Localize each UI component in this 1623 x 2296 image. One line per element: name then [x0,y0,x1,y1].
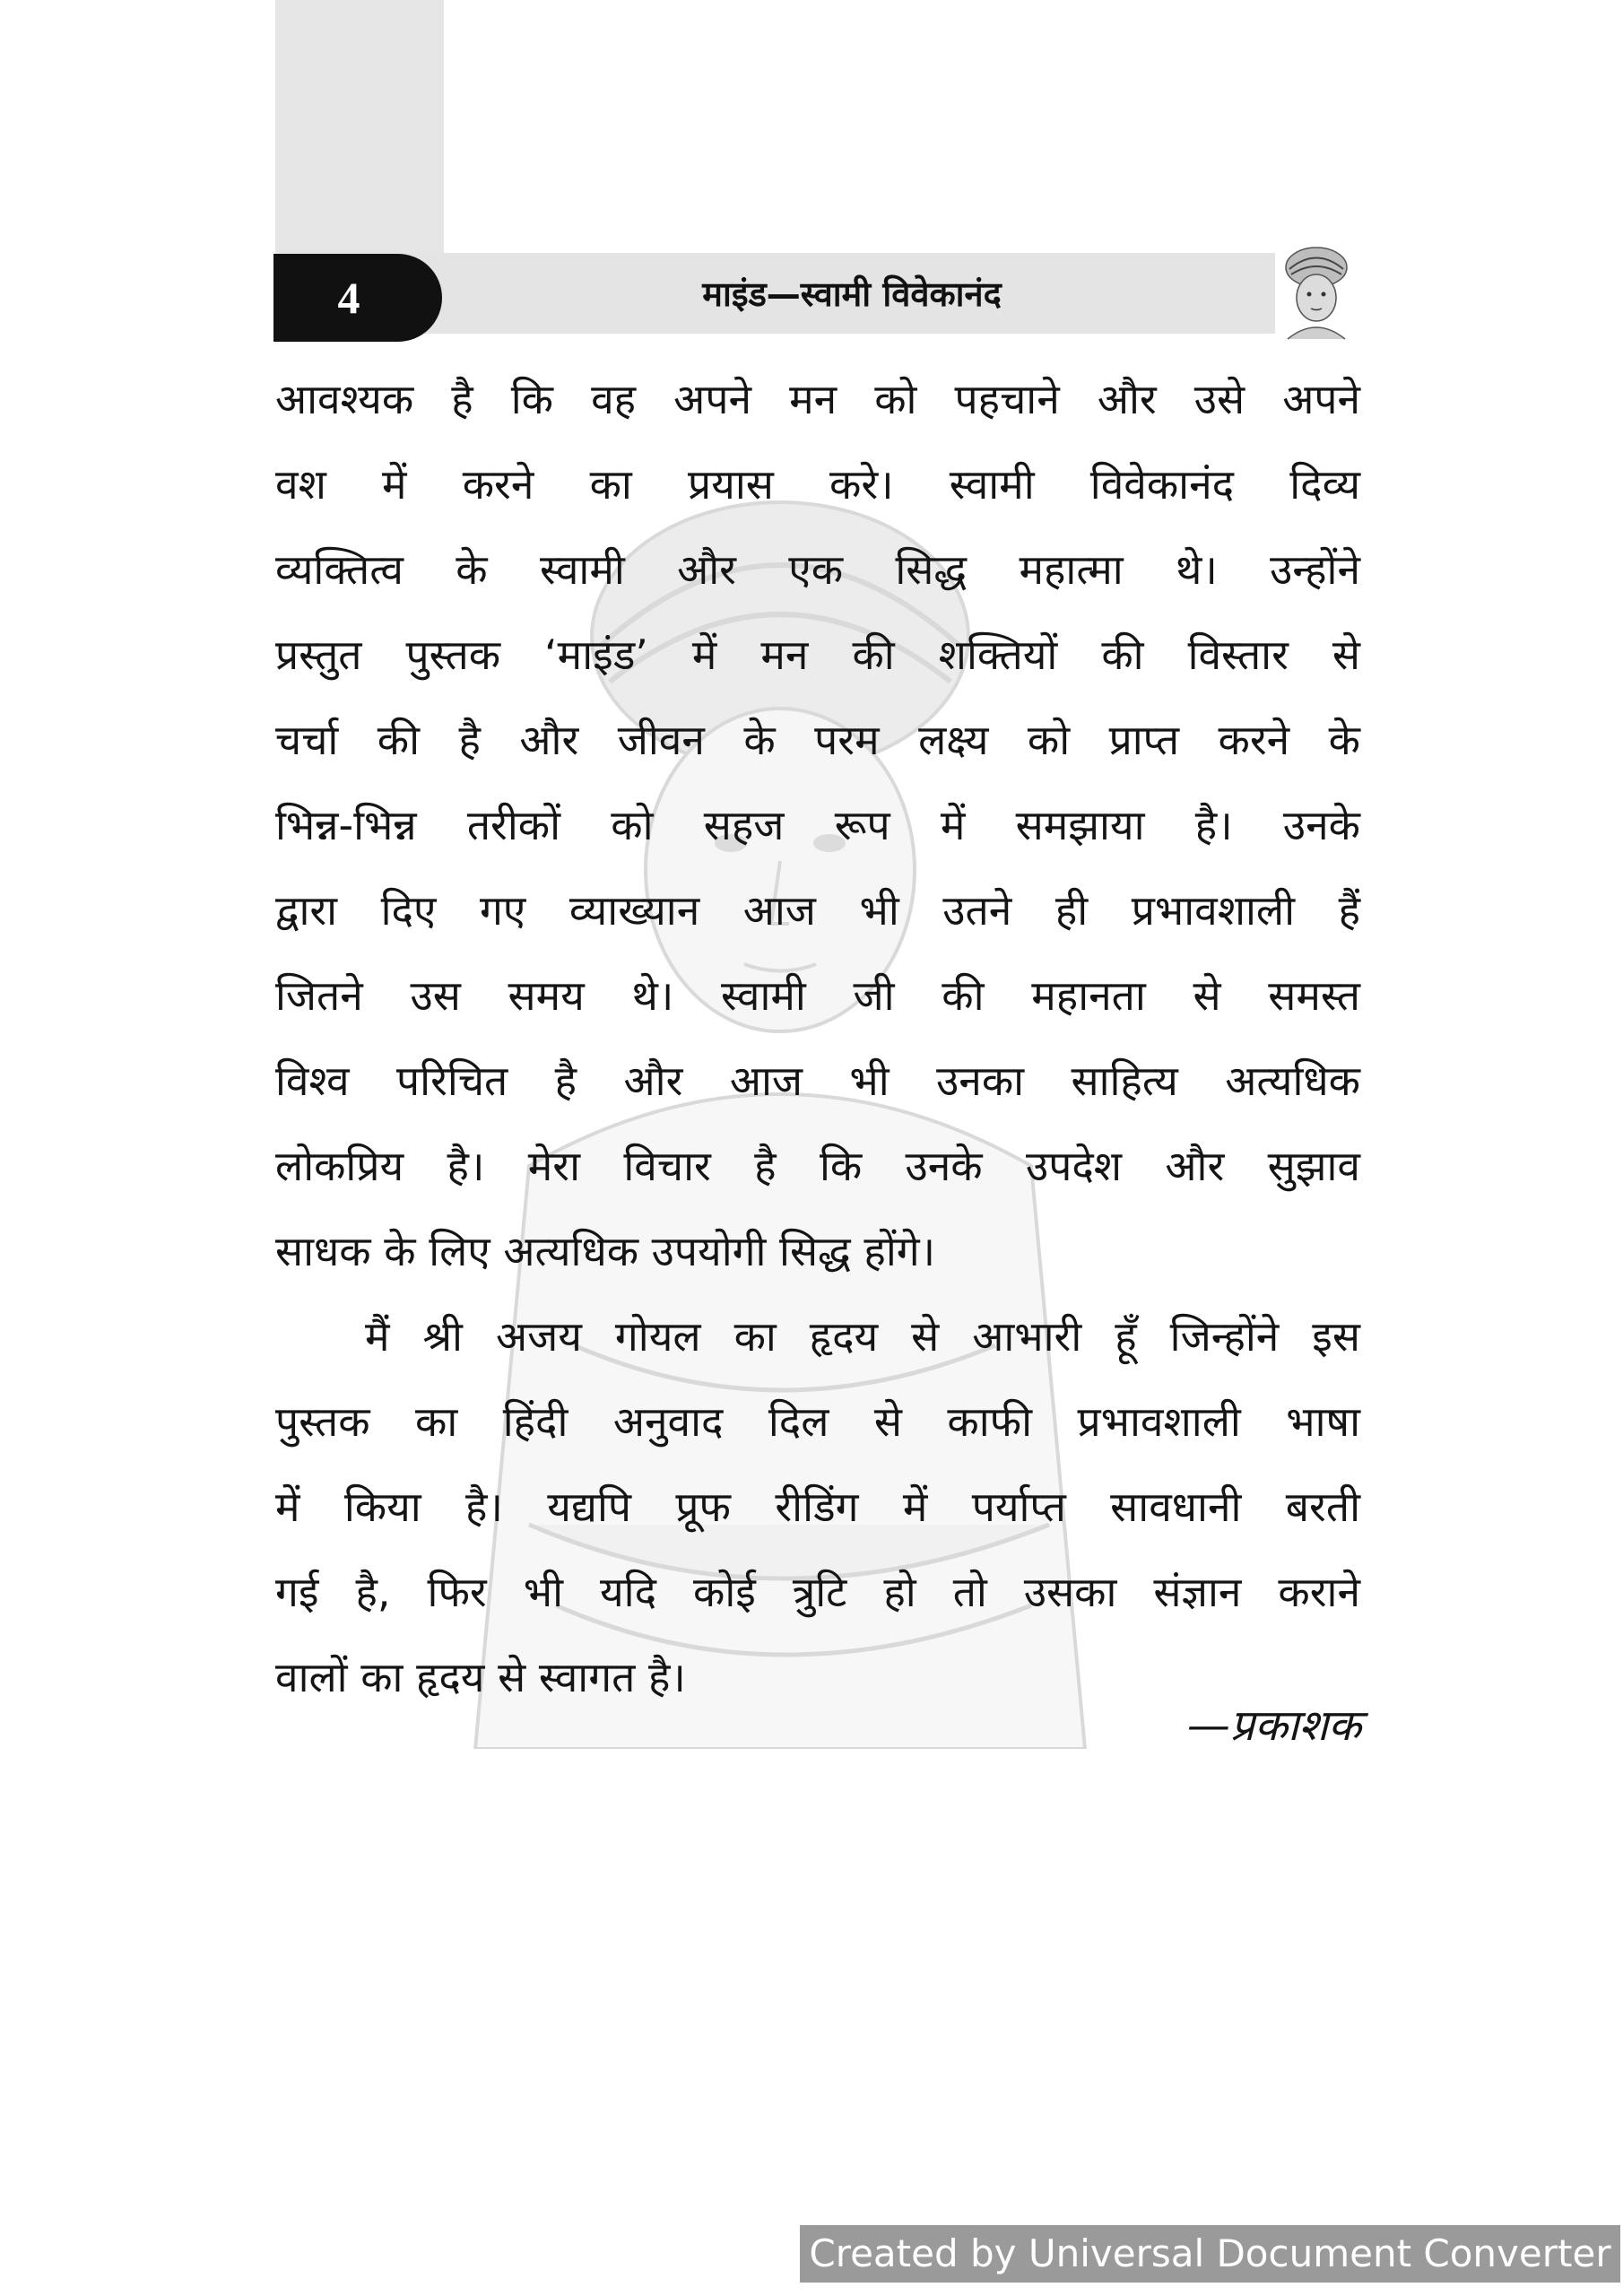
body-line: विश्व परिचित है और आज भी उनका साहित्य अत्यधिक [275,1057,1360,1105]
body-line: गई है, फिर भी यदि कोई त्रुटि हो तो उसका संज्ञान कराने [275,1568,1360,1616]
body-line: प्रस्तुत पुस्तक ‘माइंड’ में मन की शक्तियों की विस्तार से [275,631,1360,679]
body-line: साधक के लिए अत्यधिक उपयोगी सिद्ध होंगे। [275,1227,936,1275]
running-header-title: माइंड—स्वामी विवेकानंद [702,274,1002,314]
body-line: व्यक्तित्व के स्वामी और एक सिद्ध महात्मा थे। उन्होंने [275,545,1360,594]
page-number: 4 [337,273,360,323]
body-line: पुस्तक का हिंदी अनुवाद दिल से काफी प्रभावशाली भाषा [275,1397,1360,1446]
header-portrait-icon [1271,242,1361,341]
body-line: द्वारा दिए गए व्याख्यान आज भी उतने ही प्रभावशाली हैं [275,886,1360,935]
converter-watermark: Created by Universal Document Converter [800,2225,1620,2283]
page-number-tab [273,254,442,342]
body-line: जितने उस समय थे। स्वामी जी की महानता से समस्त [275,971,1360,1020]
body-line: मैं श्री अजय गोयल का हृदय से आभारी हूँ जिन्होंने इस [365,1312,1360,1361]
top-grey-band [275,0,444,269]
publisher-signature: —प्रकाशक [1186,1700,1361,1751]
body-text [275,357,1360,1720]
body-line: वालों का हृदय से स्वागत है। [275,1653,686,1701]
body-line: वश में करने का प्रयास करे। स्वामी विवेकानंद दिव्य [275,460,1360,509]
body-line: लोकप्रिय है। मेरा विचार है कि उनके उपदेश और सुझाव [275,1142,1360,1190]
body-line: चर्चा की है और जीवन के परम लक्ष्य को प्राप्त करने के [275,716,1360,764]
body-line: भिन्न-भिन्न तरीकों को सहज रूप में समझाया है। उनके [275,801,1360,849]
body-line: आवश्यक है कि वह अपने मन को पहचाने और उसे अपने [275,375,1360,423]
body-line: में किया है। यद्यपि प्रूफ रीडिंग में पर्याप्त सावधानी बरती [275,1483,1360,1531]
